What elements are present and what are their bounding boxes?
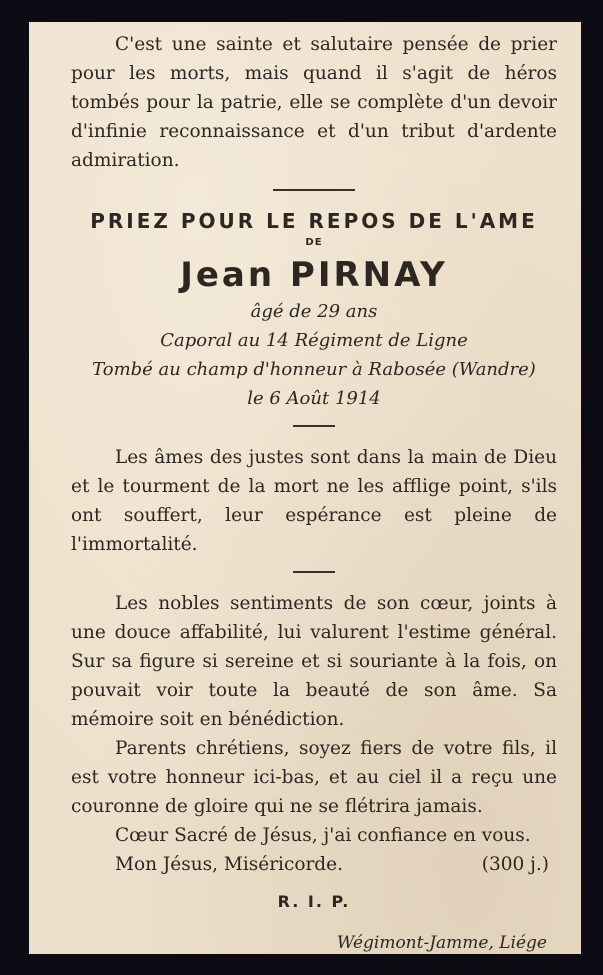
rip-text: R. I. P. [277, 892, 351, 911]
sacred-heart-prayer: Cœur Sacré de Jésus, j'ai confiance en vous. [115, 825, 531, 846]
intro-paragraph: C'est une sainte et salutaire pensée de prier pour les morts, mais quand il s'agit de héros tombés pour la patrie, elle se complète d'un devoir d'infinie reconnaissance et d'un tribut d'ardente admiration. [71, 34, 557, 171]
indulgence-note: (300 j.) [481, 854, 549, 875]
divider [293, 571, 335, 573]
mercy-prayer: Mon Jésus, Miséricorde. [115, 854, 343, 875]
divider [273, 189, 355, 191]
death-date-line: le 6 Août 1914 [247, 388, 381, 409]
rank-line: Caporal au 14 Régiment de Ligne [160, 330, 468, 351]
exhortation-paragraph: Parents chrétiens, soyez fiers de votre fils, il est votre honneur ici-bas, et au ciel il a reçu une couronne de gloire qui ne se flétrira jamais. [71, 738, 557, 817]
prayer-heading: PRIEZ POUR LE REPOS DE L'AME [90, 209, 538, 233]
printer-imprint: Wégimont-Jamme, Liége [336, 933, 547, 953]
divider [293, 425, 335, 427]
death-place-line: Tombé au champ d'honneur à Rabosée (Wandre) [92, 359, 536, 380]
age-line: âgé de 29 ans [250, 301, 378, 322]
invocation-line [71, 850, 557, 879]
scripture-paragraph: Les âmes des justes sont dans la main de Dieu et le tourment de la mort ne les afflige point, s'ils ont souffert, leur espérance est pleine de l'immortalité. [71, 447, 557, 555]
heading-de: DE [305, 237, 323, 248]
memorial-card [29, 22, 581, 954]
deceased-name: Jean PIRNAY [180, 255, 448, 295]
tribute-paragraph: Les nobles sentiments de son cœur, joints à une douce affabilité, lui valurent l'estime général. Sur sa figure si sereine et si souriante à la fois, on pouvait voir toute la beauté de son âme. Sa mémoire soit en bénédiction. [71, 593, 557, 730]
